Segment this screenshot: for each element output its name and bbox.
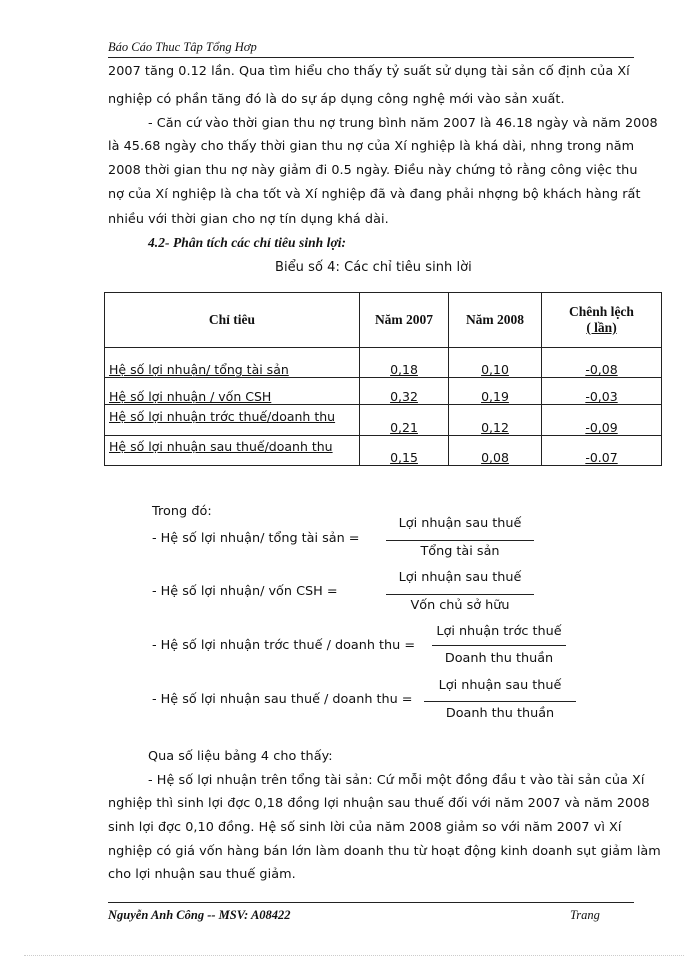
header-indicator: Chỉ tiêu bbox=[105, 293, 360, 348]
row-label: Hệ số lợi nhuận sau thuế/doanh thu bbox=[109, 439, 333, 454]
table-row bbox=[105, 378, 662, 405]
formula-denominator: Doanh thu thuần bbox=[445, 706, 555, 721]
paragraph-line: nợ của Xí nghiệp là cha tốt và Xí nghiệp đã và đang phải nhợng bộ khách hàng rất bbox=[108, 187, 641, 202]
row-diff: -0.07 bbox=[585, 450, 618, 465]
row-diff: -0,03 bbox=[585, 389, 618, 404]
paragraph-line: 2007 tăng 0.12 lần. Qua tìm hiểu cho thấy tỷ suất sử dụng tài sản cố định của Xí bbox=[108, 64, 630, 79]
row-value-2008: 0,08 bbox=[481, 450, 509, 465]
profitability-table bbox=[104, 292, 662, 466]
header-year-2007: Năm 2007 bbox=[360, 293, 449, 348]
header-difference-unit: ( lần) bbox=[586, 320, 617, 335]
table-row bbox=[105, 348, 662, 378]
footer-author: Nguyễn Anh Công -- MSV: A08422 bbox=[108, 908, 291, 922]
formula-denominator: Vốn chủ sở hữu bbox=[410, 598, 510, 613]
paragraph-line: nghiệp thì sinh lợi đợc 0,18 đồng lợi nhuận sau thuế đối với năm 2007 và năm 2008 bbox=[108, 796, 650, 811]
fraction-bar bbox=[386, 594, 534, 595]
table-row bbox=[105, 436, 662, 466]
header-difference bbox=[542, 293, 662, 348]
formula-label: - Hệ số lợi nhuận sau thuế / doanh thu = bbox=[152, 692, 413, 707]
formula-label: - Hệ số lợi nhuận/ vốn CSH = bbox=[152, 584, 338, 599]
paragraph-line: là 45.68 ngày cho thấy thời gian thu nợ của Xí nghiệp là khá dài, nhng trong năm bbox=[108, 139, 635, 154]
table-row bbox=[105, 405, 662, 436]
row-value-2007: 0,32 bbox=[390, 389, 418, 404]
formulas-intro: Trong đó: bbox=[152, 504, 212, 519]
paragraph-line: 2008 thời gian thu nợ này giảm đi 0.5 ngày. Điều này chứng tỏ rằng công việc thu bbox=[108, 163, 638, 178]
paragraph-line: nghiệp có phần tăng đó là do sự áp dụng công nghệ mới vào sản xuất. bbox=[108, 92, 565, 107]
formula-label: - Hệ số lợi nhuận/ tổng tài sản = bbox=[152, 531, 360, 546]
formula-numerator: Lợi nhuận sau thuế bbox=[438, 678, 562, 693]
formula-numerator: Lợi nhuận trớc thuế bbox=[436, 624, 562, 639]
fraction-bar bbox=[386, 540, 534, 541]
row-diff: -0,09 bbox=[585, 420, 618, 435]
header-year-2008: Năm 2008 bbox=[449, 293, 542, 348]
paragraph-line: - Hệ số lợi nhuận trên tổng tài sản: Cứ mỗi một đồng đầu t vào tài sản của Xí bbox=[148, 773, 645, 788]
row-diff: -0,08 bbox=[585, 362, 618, 377]
row-value-2008: 0,10 bbox=[481, 362, 509, 377]
footer-rule bbox=[108, 902, 634, 903]
row-value-2007: 0,15 bbox=[390, 450, 418, 465]
paragraph-line: Qua số liệu bảng 4 cho thấy: bbox=[148, 749, 333, 764]
footer-page-label: Trang bbox=[570, 908, 600, 922]
row-label: Hệ số lợi nhuận trớc thuế/doanh thu bbox=[109, 409, 336, 424]
header-rule bbox=[108, 57, 634, 58]
row-label: Hệ số lợi nhuận / vốn CSH bbox=[109, 389, 272, 404]
section-heading: 4.2- Phân tích các chỉ tiêu sinh lợi: bbox=[148, 235, 347, 250]
paragraph-line: - Căn cứ vào thời gian thu nợ trung bình năm 2007 là 46.18 ngày và năm 2008 bbox=[148, 116, 658, 131]
table-caption: Biểu số 4: Các chỉ tiêu sinh lời bbox=[275, 260, 472, 275]
header-difference-label: Chênh lệch bbox=[569, 304, 634, 319]
paragraph-line: sinh lợi đợc 0,10 đồng. Hệ số sinh lời của năm 2008 giảm so với năm 2007 vì Xí bbox=[108, 820, 622, 835]
formula-denominator: Tổng tài sản bbox=[420, 544, 500, 559]
row-value-2007: 0,18 bbox=[390, 362, 418, 377]
formula-numerator: Lợi nhuận sau thuế bbox=[398, 516, 522, 531]
formula-numerator: Lợi nhuận sau thuế bbox=[398, 570, 522, 585]
formula-label: - Hệ số lợi nhuận trớc thuế / doanh thu = bbox=[152, 638, 416, 653]
fraction-bar bbox=[424, 701, 576, 702]
fraction-bar bbox=[432, 645, 566, 646]
paragraph-line: nghiệp có giá vốn hàng bán lớn làm doanh thu từ hoạt động kinh doanh sụt giảm làm bbox=[108, 844, 661, 859]
page-header-title: Báo Cáo Thuc Tâp Tổng Hơp bbox=[108, 40, 257, 54]
row-value-2008: 0,19 bbox=[481, 389, 509, 404]
row-value-2007: 0,21 bbox=[390, 420, 418, 435]
row-value-2008: 0,12 bbox=[481, 420, 509, 435]
paragraph-line: nhiều với thời gian cho nợ tín dụng khá dài. bbox=[108, 212, 389, 227]
formula-denominator: Doanh thu thuần bbox=[444, 651, 554, 666]
row-label: Hệ số lợi nhuận/ tổng tài sản bbox=[109, 362, 289, 377]
table-header-row bbox=[105, 293, 662, 348]
paragraph-line: cho lợi nhuận sau thuế giảm. bbox=[108, 867, 296, 882]
page-edge-guide bbox=[24, 955, 684, 956]
